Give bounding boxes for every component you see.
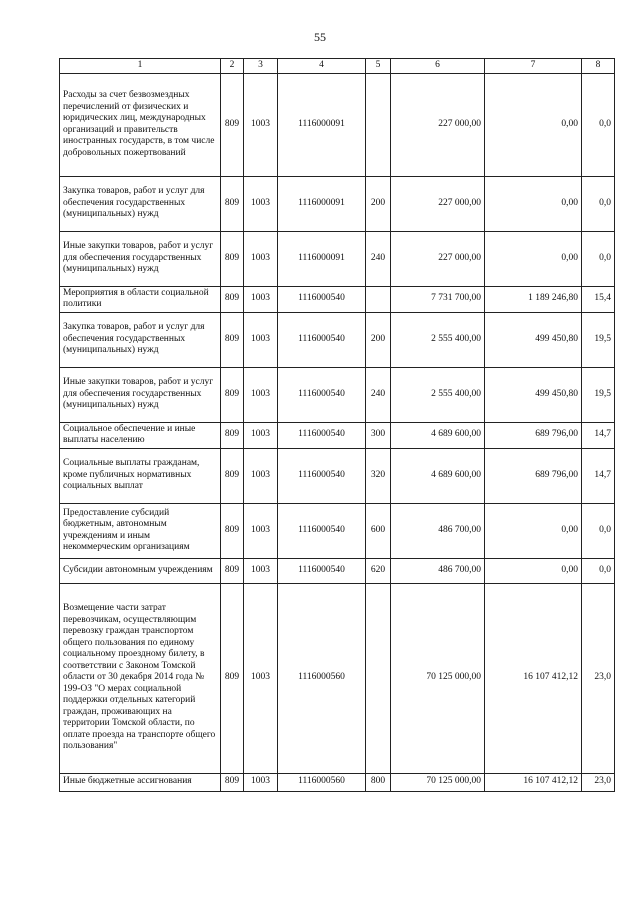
table-row: [60, 286, 615, 312]
cell-section-code: 1003: [244, 422, 278, 448]
cell-percent: 0,0: [582, 231, 615, 286]
table-row: [60, 422, 615, 448]
cell-section-code: 1003: [244, 231, 278, 286]
cell-expense-type: 200: [366, 312, 391, 367]
cell-section-code: 1003: [244, 367, 278, 422]
row-name: Субсидии автономным учреждениям: [60, 558, 221, 583]
table-row: [60, 448, 615, 503]
row-name: Социальные выплаты гражданам, кроме публичных нормативных социальных выплат: [60, 448, 221, 503]
row-name: Возмещение части затрат перевозчикам, осуществляющим перевозку граждан транспортом общего пользования по единому социальному проездному билету, в соответствии с Законом Томской области от 30 декабря 2014 года № 199-ОЗ "О мерах социальной поддержки отдельных категорий граждан, проживающих на территории Томской области, по оплате проезда на транспорте общего пользования": [60, 583, 221, 773]
cell-expense-type: 320: [366, 448, 391, 503]
cell-plan-amount: 227 000,00: [391, 231, 485, 286]
cell-expense-type: 300: [366, 422, 391, 448]
cell-expense-type: 800: [366, 773, 391, 791]
cell-actual-amount: 0,00: [485, 231, 582, 286]
column-header: 8: [582, 59, 615, 74]
column-header: 2: [221, 59, 244, 74]
column-header: 6: [391, 59, 485, 74]
row-name: Предоставление субсидий бюджетным, автономным учреждениям и иным некоммерческим организациям: [60, 503, 221, 558]
cell-ministry-code: 809: [221, 422, 244, 448]
cell-expense-type: 240: [366, 231, 391, 286]
cell-actual-amount: 0,00: [485, 558, 582, 583]
cell-ministry-code: 809: [221, 773, 244, 791]
column-header: 7: [485, 59, 582, 74]
cell-percent: 19,5: [582, 367, 615, 422]
cell-expense-type: [366, 73, 391, 176]
column-header: 5: [366, 59, 391, 74]
cell-target-article: 1116000540: [278, 422, 366, 448]
cell-target-article: 1116000540: [278, 448, 366, 503]
cell-ministry-code: 809: [221, 312, 244, 367]
cell-percent: 0,0: [582, 73, 615, 176]
cell-actual-amount: 689 796,00: [485, 422, 582, 448]
cell-percent: 19,5: [582, 312, 615, 367]
cell-percent: 23,0: [582, 773, 615, 791]
row-name: Расходы за счет безвозмездных перечислений от физических и юридических лиц, международных организаций и правительств иностранных государств, в том числе добровольных пожертвований: [60, 73, 221, 176]
table-row: [60, 73, 615, 176]
cell-plan-amount: 486 700,00: [391, 503, 485, 558]
cell-target-article: 1116000091: [278, 231, 366, 286]
cell-ministry-code: 809: [221, 176, 244, 231]
cell-percent: 14,7: [582, 422, 615, 448]
cell-percent: 0,0: [582, 503, 615, 558]
cell-expense-type: 200: [366, 176, 391, 231]
header-row: [60, 59, 615, 74]
cell-plan-amount: 4 689 600,00: [391, 448, 485, 503]
row-name: Социальное обеспечение и иные выплаты населению: [60, 422, 221, 448]
row-name: Мероприятия в области социальной политики: [60, 286, 221, 312]
table-row: [60, 773, 615, 791]
table-row: [60, 583, 615, 773]
cell-target-article: 1116000091: [278, 73, 366, 176]
row-name: Закупка товаров, работ и услуг для обеспечения государственных (муниципальных) нужд: [60, 312, 221, 367]
cell-section-code: 1003: [244, 73, 278, 176]
cell-ministry-code: 809: [221, 558, 244, 583]
cell-target-article: 1116000540: [278, 503, 366, 558]
cell-plan-amount: 7 731 700,00: [391, 286, 485, 312]
cell-actual-amount: 16 107 412,12: [485, 773, 582, 791]
cell-target-article: 1116000540: [278, 558, 366, 583]
cell-plan-amount: 70 125 000,00: [391, 583, 485, 773]
cell-expense-type: [366, 286, 391, 312]
cell-target-article: 1116000540: [278, 367, 366, 422]
cell-expense-type: 600: [366, 503, 391, 558]
table-row: [60, 312, 615, 367]
cell-actual-amount: 689 796,00: [485, 448, 582, 503]
cell-plan-amount: 486 700,00: [391, 558, 485, 583]
cell-section-code: 1003: [244, 448, 278, 503]
cell-target-article: 1116000560: [278, 583, 366, 773]
cell-ministry-code: 809: [221, 583, 244, 773]
cell-ministry-code: 809: [221, 286, 244, 312]
row-name: Иные закупки товаров, работ и услуг для обеспечения государственных (муниципальных) нужд: [60, 367, 221, 422]
cell-percent: 0,0: [582, 558, 615, 583]
column-header: 3: [244, 59, 278, 74]
column-header: 4: [278, 59, 366, 74]
cell-target-article: 1116000540: [278, 286, 366, 312]
cell-section-code: 1003: [244, 503, 278, 558]
cell-ministry-code: 809: [221, 73, 244, 176]
cell-actual-amount: 0,00: [485, 176, 582, 231]
cell-percent: 14,7: [582, 448, 615, 503]
row-name: Закупка товаров, работ и услуг для обеспечения государственных (муниципальных) нужд: [60, 176, 221, 231]
cell-actual-amount: 0,00: [485, 73, 582, 176]
cell-ministry-code: 809: [221, 231, 244, 286]
cell-target-article: 1116000560: [278, 773, 366, 791]
cell-plan-amount: 4 689 600,00: [391, 422, 485, 448]
cell-plan-amount: 2 555 400,00: [391, 367, 485, 422]
cell-ministry-code: 809: [221, 367, 244, 422]
cell-ministry-code: 809: [221, 448, 244, 503]
cell-section-code: 1003: [244, 583, 278, 773]
cell-actual-amount: 499 450,80: [485, 367, 582, 422]
cell-section-code: 1003: [244, 773, 278, 791]
cell-percent: 23,0: [582, 583, 615, 773]
table-row: [60, 176, 615, 231]
cell-plan-amount: 2 555 400,00: [391, 312, 485, 367]
cell-actual-amount: 1 189 246,80: [485, 286, 582, 312]
cell-section-code: 1003: [244, 176, 278, 231]
table-row: [60, 558, 615, 583]
table-row: [60, 231, 615, 286]
table-row: [60, 503, 615, 558]
cell-target-article: 1116000091: [278, 176, 366, 231]
cell-expense-type: 240: [366, 367, 391, 422]
cell-section-code: 1003: [244, 312, 278, 367]
cell-ministry-code: 809: [221, 503, 244, 558]
page-number: 55: [314, 30, 326, 44]
table-row: [60, 367, 615, 422]
cell-section-code: 1003: [244, 286, 278, 312]
row-name: Иные закупки товаров, работ и услуг для обеспечения государственных (муниципальных) нужд: [60, 231, 221, 286]
column-header: 1: [60, 59, 221, 74]
cell-actual-amount: 0,00: [485, 503, 582, 558]
cell-plan-amount: 227 000,00: [391, 73, 485, 176]
cell-section-code: 1003: [244, 558, 278, 583]
cell-actual-amount: 16 107 412,12: [485, 583, 582, 773]
cell-actual-amount: 499 450,80: [485, 312, 582, 367]
row-name: Иные бюджетные ассигнования: [60, 773, 221, 791]
cell-plan-amount: 70 125 000,00: [391, 773, 485, 791]
cell-plan-amount: 227 000,00: [391, 176, 485, 231]
budget-table: [59, 58, 615, 792]
cell-target-article: 1116000540: [278, 312, 366, 367]
cell-expense-type: [366, 583, 391, 773]
cell-percent: 0,0: [582, 176, 615, 231]
cell-percent: 15,4: [582, 286, 615, 312]
cell-expense-type: 620: [366, 558, 391, 583]
